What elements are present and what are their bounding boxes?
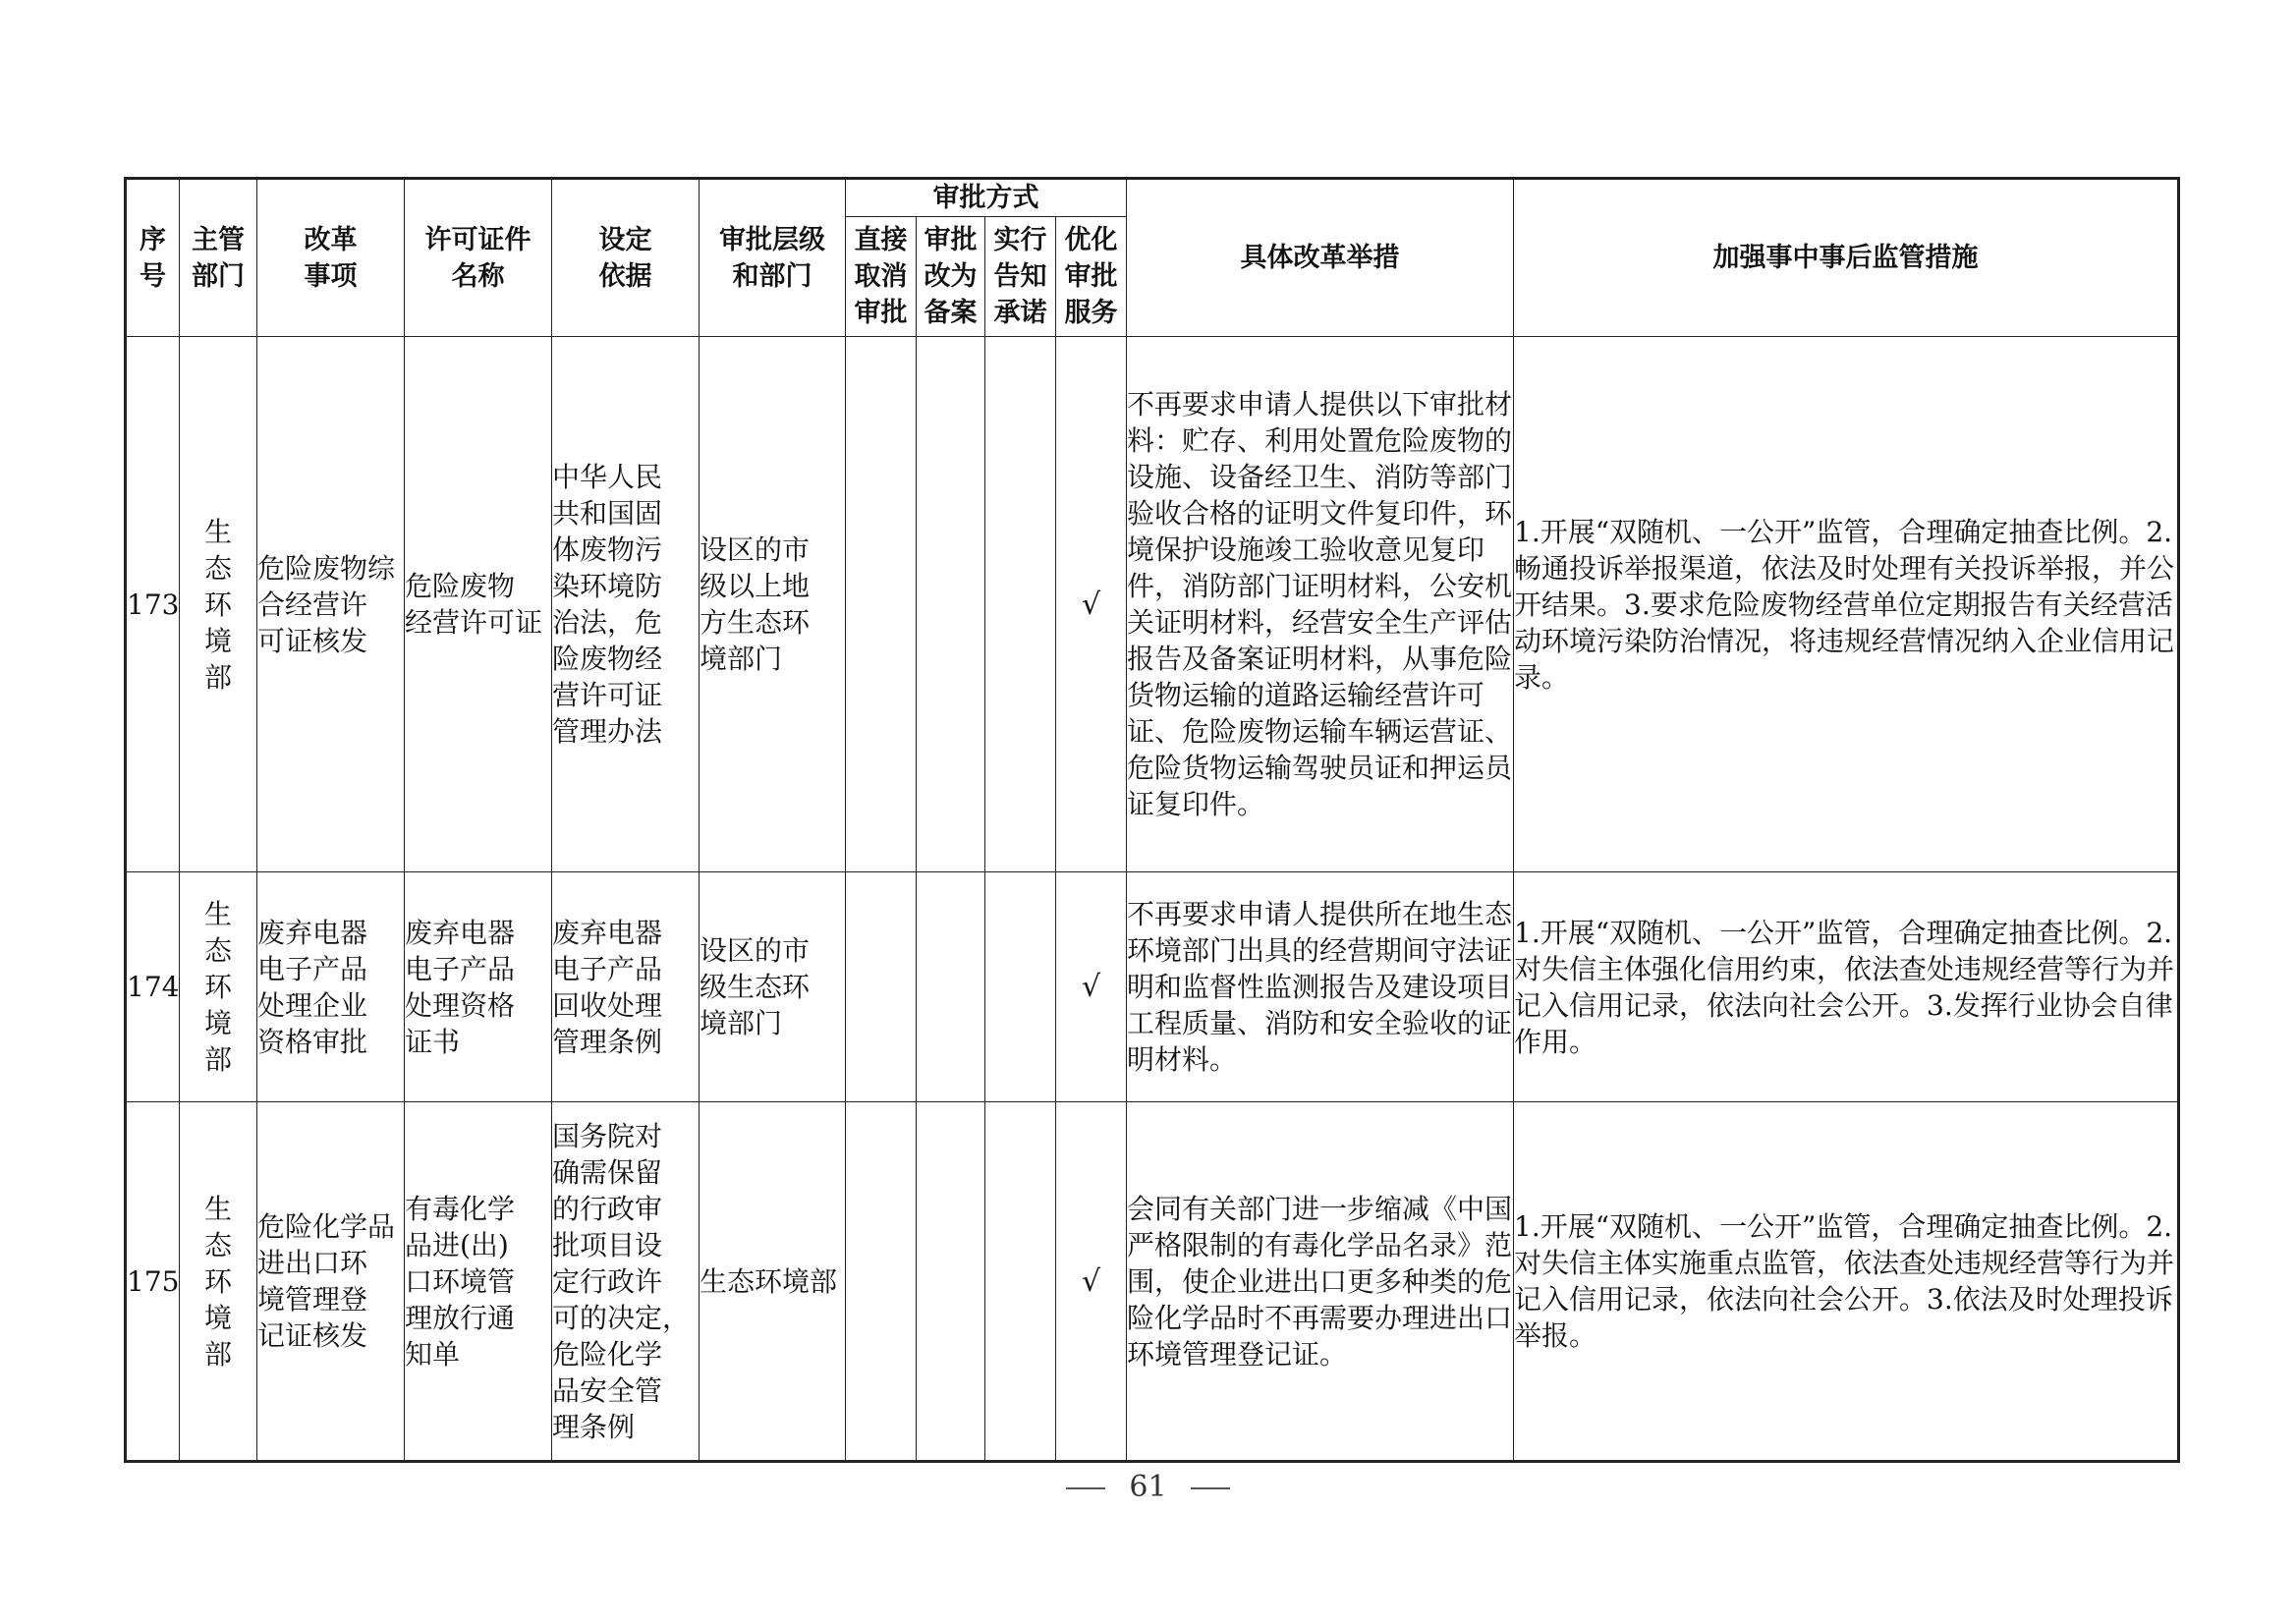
seq-cell: 175 xyxy=(126,1102,180,1462)
basis-cell: 国务院对 确需保留 的行政审 批项目设 定行政许 可的决定， 危险化学 品安全管 理条例 xyxy=(552,1102,700,1462)
header-filing: 审批 改为 备案 xyxy=(917,217,985,337)
header-approval-method: 审批方式 xyxy=(846,179,1127,217)
footer-dash-left xyxy=(1066,1487,1105,1489)
dept-cell: 生 态 环 境 部 xyxy=(180,1102,257,1462)
header-notify: 实行 告知 承诺 xyxy=(985,217,1056,337)
header-license: 许可证件 名称 xyxy=(405,179,552,337)
cancel-cell xyxy=(846,1102,917,1462)
measures-cell: 会同有关部门进一步缩减《中国严格限制的有毒化学品名录》范围，使企业进出口更多种类的危险化学品时不再需要办理进出口环境管理登记证。 xyxy=(1127,1102,1514,1462)
seq-cell: 173 xyxy=(126,337,180,872)
measures-cell: 不再要求申请人提供以下审批材料：贮存、利用处置危险废物的设施、设备经卫生、消防等部门验收合格的证明文件复印件，环境保护设施竣工验收意见复印件，消防部门证明材料，公安机关证明材料，经营安全生产评估报告及备案证明材料，从事危险货物运输的道路运输经营许可证、危险废物运输车辆运营证、危险货物运输驾驶员证和押运员证复印件。 xyxy=(1127,337,1514,872)
item-cell: 危险化学品 进出口环 境管理登 记证核发 xyxy=(257,1102,405,1462)
item-cell: 危险废物综 合经营许 可证核发 xyxy=(257,337,405,872)
footer-dash-right xyxy=(1191,1487,1230,1489)
supervision-cell: 1.开展“双随机、一公开”监管，合理确定抽查比例。2.对失信主体强化信用约束，依法查处违规经营等行为并记入信用记录，依法向社会公开。3.发挥行业协会自律作用。 xyxy=(1514,872,2179,1102)
supervision-cell: 1.开展“双随机、一公开”监管，合理确定抽查比例。2.对失信主体实施重点监管，依法查处违规经营等行为并记入信用记录，依法向社会公开。3.依法及时处理投诉举报。 xyxy=(1514,1102,2179,1462)
cancel-cell xyxy=(846,337,917,872)
level-cell: 设区的市 级生态环 境部门 xyxy=(700,872,846,1102)
filing-cell xyxy=(917,872,985,1102)
seq-cell: 174 xyxy=(126,872,180,1102)
dept-cell: 生 态 环 境 部 xyxy=(180,872,257,1102)
page-number: 61 xyxy=(1129,1470,1167,1504)
level-cell: 设区的市 级以上地 方生态环 境部门 xyxy=(700,337,846,872)
dept-cell: 生 态 环 境 部 xyxy=(180,337,257,872)
header-level: 审批层级 和部门 xyxy=(700,179,846,337)
header-basis: 设定 依据 xyxy=(552,179,700,337)
header-optimize: 优化 审批 服务 xyxy=(1056,217,1127,337)
item-cell: 废弃电器 电子产品 处理企业 资格审批 xyxy=(257,872,405,1102)
optimize-check-mark: √ xyxy=(1056,337,1127,872)
basis-cell: 中华人民 共和国固 体废物污 染环境防 治法，危 险废物经 营许可证 管理办法 xyxy=(552,337,700,872)
level-cell: 生态环境部 xyxy=(700,1102,846,1462)
notify-cell xyxy=(985,1102,1056,1462)
supervision-cell: 1.开展“双随机、一公开”监管，合理确定抽查比例。2.畅通投诉举报渠道，依法及时处理有关投诉举报，并公开结果。3.要求危险废物经营单位定期报告有关经营活动环境污染防治情况，将违规经营情况纳入企业信用记录。 xyxy=(1514,337,2179,872)
cancel-cell xyxy=(846,872,917,1102)
notify-cell xyxy=(985,337,1056,872)
basis-cell: 废弃电器 电子产品 回收处理 管理条例 xyxy=(552,872,700,1102)
filing-cell xyxy=(917,337,985,872)
measures-cell: 不再要求申请人提供所在地生态环境部门出具的经营期间守法证明和监督性监测报告及建设项目工程质量、消防和安全验收的证明材料。 xyxy=(1127,872,1514,1102)
table-row-173 xyxy=(126,337,2179,872)
table-row-174 xyxy=(126,872,2179,1102)
table-row-175 xyxy=(126,1102,2179,1462)
header-measures: 具体改革举措 xyxy=(1127,179,1514,337)
page-footer xyxy=(0,1470,2296,1504)
reform-table xyxy=(124,177,2180,1463)
license-cell: 废弃电器 电子产品 处理资格 证书 xyxy=(405,872,552,1102)
license-cell: 有毒化学 品进(出) 口环境管 理放行通 知单 xyxy=(405,1102,552,1462)
header-cancel: 直接 取消 审批 xyxy=(846,217,917,337)
optimize-check-mark: √ xyxy=(1056,1102,1127,1462)
header-item: 改革 事项 xyxy=(257,179,405,337)
license-cell: 危险废物 经营许可证 xyxy=(405,337,552,872)
header-seq: 序 号 xyxy=(126,179,180,337)
filing-cell xyxy=(917,1102,985,1462)
header-dept: 主管 部门 xyxy=(180,179,257,337)
optimize-check-mark: √ xyxy=(1056,872,1127,1102)
notify-cell xyxy=(985,872,1056,1102)
header-supervision: 加强事中事后监管措施 xyxy=(1514,179,2179,337)
